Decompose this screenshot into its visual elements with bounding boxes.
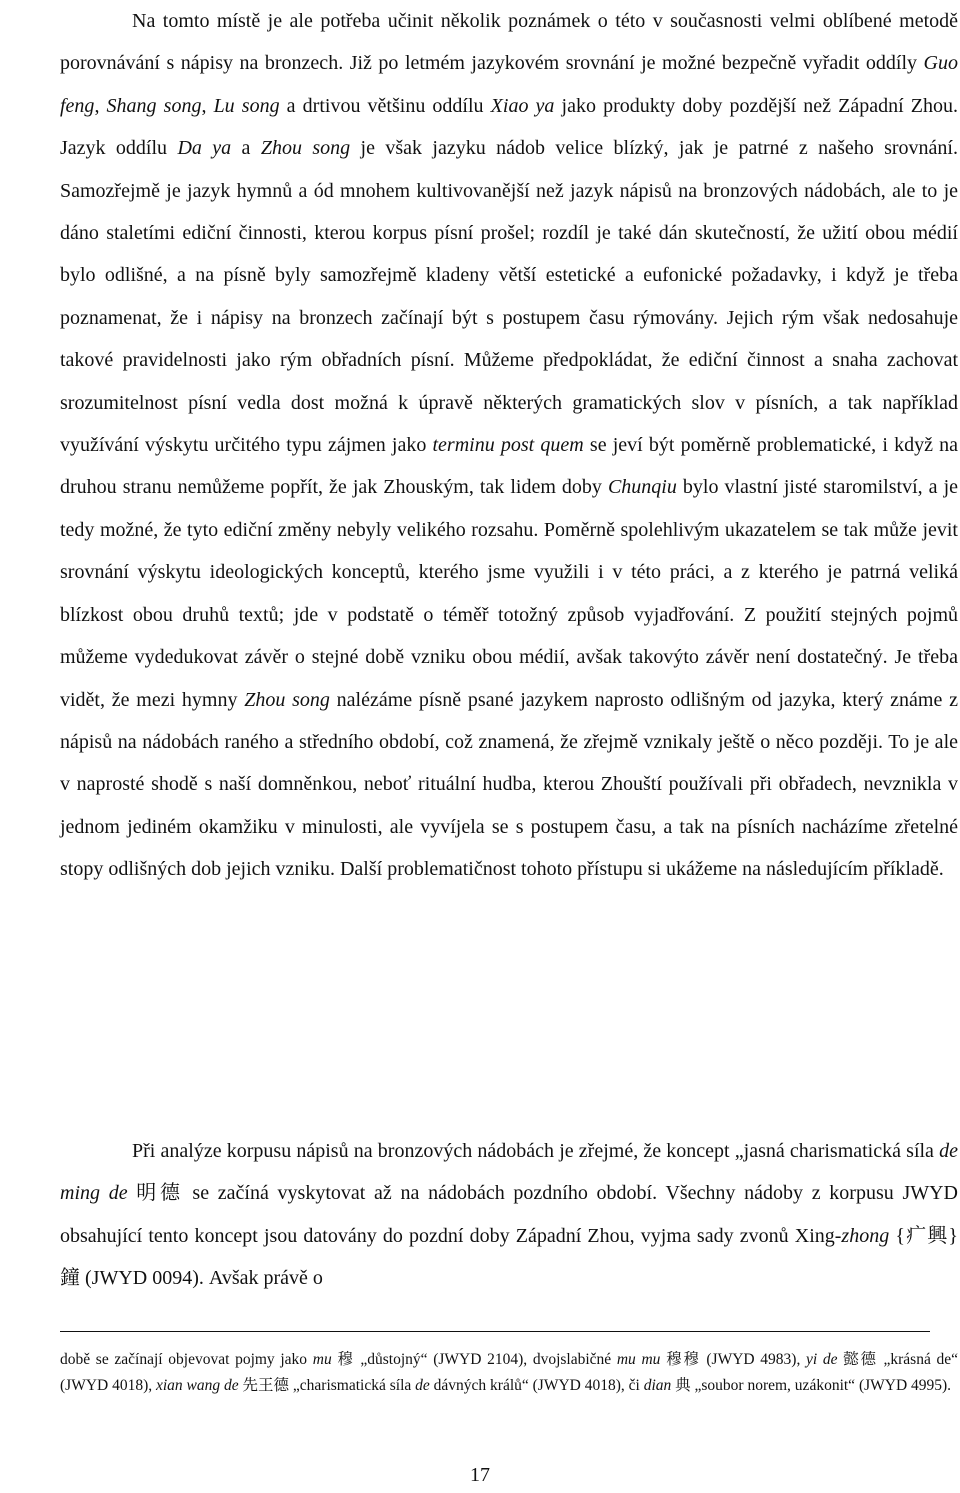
italic-term: xian wang de [156, 1377, 239, 1394]
text-run: 穆穆 (JWYD 4983), [660, 1351, 807, 1368]
italic-term: Shang song [106, 94, 202, 117]
footnote-separator [60, 1331, 930, 1332]
text-run: 典 „soubor norem, uzákonit“ (JWYD 4995). [671, 1377, 952, 1394]
italic-term: Xiao ya [490, 94, 555, 117]
text-run: a drtivou většinu oddílu [279, 94, 491, 117]
text-run: 穆 „důstojný“ (JWYD 2104), dvojslabičné [331, 1351, 617, 1368]
text-run: , [201, 94, 214, 117]
text-run: dávných králů“ (JWYD 4018), či [429, 1377, 644, 1394]
italic-term: terminu post quem [432, 434, 584, 457]
text-run: 明德 se začíná vyskytovat až na nádobách pozdního období. Všechny nádoby z korpusu JWYD obsahující tento koncept jsou datovány do pozdní doby Západní Zhou, vyjma sady zvonů Xing- [60, 1182, 958, 1247]
text-run: 懿德 „krásná de“ (JWYD 4018), [60, 1351, 959, 1394]
page-number: 17 [470, 1464, 490, 1486]
italic-term: de [939, 1140, 958, 1162]
italic-term: yi de [806, 1351, 838, 1368]
italic-term: mu [312, 1351, 332, 1368]
text-run: bylo vlastní jisté staromilství, a je tedy možné, že tyto ediční změny nebyly velikého rozsahu. Poměrně spolehlivým ukazatelem se tak může jevit srovnání výskytu ideologických konceptů, kterého jsme využili i v této práci, a z kterého je patrná veliká blízkost obou druhů textů; jde v podstatě o téměř totožný způsob vyjadřování. Z použití stejných pojmů můžeme vydedukovat závěr o stejné době vzniku obou médií, avšak takovýto závěr není dostatečný. Je třeba vidět, že mezi hymny [60, 476, 958, 711]
text-run: {疒興}鐘 (JWYD 0094). Avšak právě o [60, 1224, 958, 1290]
italic-term: dian [643, 1377, 672, 1394]
italic-term: Zhou song [244, 688, 330, 711]
text-run: se jeví být poměrně problematické, i když na druhou stranu nemůžeme popřít, že jak Zhouským, tak lidem doby [60, 434, 958, 499]
text-run: době se začínají objevovat pojmy jako [60, 1351, 313, 1368]
italic-term: de [415, 1377, 430, 1394]
italic-term: Chunqiu [607, 476, 677, 499]
footnote [60, 1347, 958, 1399]
text-run: je však jazyku nádob velice blízký, jak je patrné z našeho srovnání. Samozřejmě je jazyk hymnů a ód mnohem kultivovanější než jazyk nápisů na bronzových nádobách, ale to je dáno staletími ediční činnosti, kterou korpus písní prošel; rozdíl je také dán skutečností, že užití obou médií bylo odlišné, a na písně byly samozřejmě kladeny větší estetické a eufonické požadavky, i když je třeba poznamenat, že i nápisy na bronzech začínají být s postupem času rýmovány. Jejich rým však nedosahuje takové pravidelnosti jako rým obřadních písní. Můžeme předpokládat, že ediční činnost a snaha zachovat srozumitelnost písní vedla dost možná k úpravě některých gramatických slov v písních, a tak například využívání výskytu určitého typu zájmen jako [60, 137, 958, 457]
italic-term: ming de [60, 1182, 128, 1205]
text-run: 先王德 „charismatická síla [238, 1377, 416, 1394]
italic-term: Zhou song [260, 137, 351, 160]
text-run: jako produkty doby pozdější než Západní Zhou. Jazyk oddílu [60, 94, 958, 160]
text-run: nalézáme písně psané jazykem naprosto odlišným od jazyka, který známe z nápisů na nádobách raného a středního období, což znamená, že zřejmě vznikaly ještě o něco později. To je ale v naprosté shodě s naší domněnkou, neboť rituální hudba, kterou Zhouští používali při obřadech, nevznikla v jednom jediném okamžiku v minulosti, ale vyvíjela se s postupem času, a tak na písních nacházíme zřetelné stopy odlišných dob jejich vzniku. Další problematičnost tohoto přístupu si ukážeme na následujícím příkladě. [60, 688, 958, 881]
italic-term: Lu song [213, 94, 280, 117]
body-paragraph-2 [60, 1130, 958, 1300]
italic-term: zhong [841, 1224, 890, 1247]
italic-term: Guo feng [60, 52, 958, 117]
text-run: , [94, 94, 107, 117]
body-paragraph-1 [60, 0, 958, 891]
italic-term: Da ya [177, 137, 232, 160]
text-run: Na tomto místě je ale potřeba učinit několik poznámek o této v současnosti velmi oblíbené metodě porovnávání s nápisy na bronzech. Již po letmém jazykovém srovnání je možné bezpečně vyřadit oddíly [60, 10, 958, 75]
text-run: a [231, 137, 261, 160]
text-run: Při analýze korpusu nápisů na bronzových nádobách je zřejmé, že koncept „jasná charismatická síla [132, 1140, 940, 1162]
italic-term: mu mu [616, 1351, 661, 1368]
